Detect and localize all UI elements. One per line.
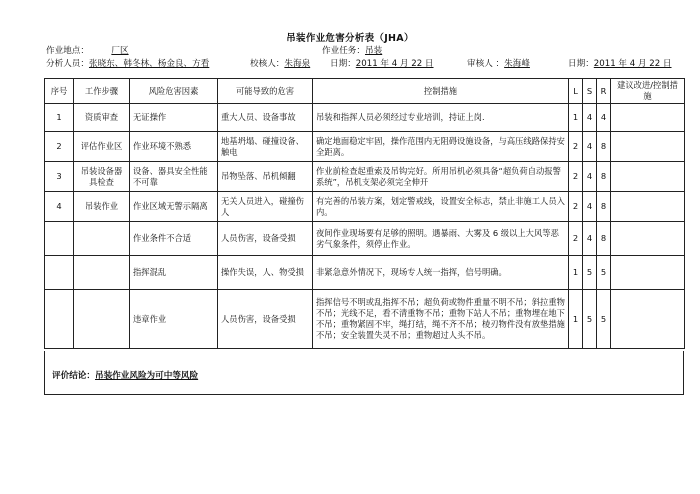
cell-l: 1 <box>569 104 583 132</box>
task-value: 吊装 <box>364 46 383 56</box>
cell-step <box>74 222 130 256</box>
table-row <box>45 256 685 290</box>
cell-suggest <box>611 256 685 290</box>
cell-factor: 无证操作 <box>130 104 218 132</box>
cell-s: 5 <box>583 256 597 290</box>
cell-suggest <box>611 104 685 132</box>
cell-r: 5 <box>597 290 611 349</box>
cell-no: 4 <box>45 192 74 222</box>
cell-harm: 吊物坠落、吊机倾翻 <box>218 162 313 192</box>
cell-r: 8 <box>597 192 611 222</box>
auditor-value: 朱海峰 <box>504 59 530 69</box>
cell-harm: 操作失误，人、物受损 <box>218 256 313 290</box>
cell-step: 吊装作业 <box>74 192 130 222</box>
cell-harm: 无关人员进入，碰撞伤人 <box>218 192 313 222</box>
table-row <box>45 162 685 192</box>
conclusion-value: 吊装作业风险为可中等风险 <box>94 371 199 381</box>
location-label: 作业地点： <box>46 46 89 56</box>
cell-suggest <box>611 222 685 256</box>
date1-line <box>330 57 434 69</box>
jha-table <box>44 78 685 349</box>
cell-l: 1 <box>569 256 583 290</box>
cell-control: 有完善的吊装方案，划定警戒线，设置安全标志，禁止非施工人员入内。 <box>313 192 569 222</box>
cell-r: 4 <box>597 104 611 132</box>
table-row <box>45 290 685 349</box>
task-line <box>322 44 382 56</box>
cell-s: 4 <box>583 192 597 222</box>
cell-suggest <box>611 192 685 222</box>
cell-suggest <box>611 162 685 192</box>
cell-factor: 设备、器具安全性能不可靠 <box>130 162 218 192</box>
auditor-line <box>467 57 530 69</box>
header-step: 工作步骤 <box>74 79 130 104</box>
date2-line <box>568 57 672 69</box>
cell-suggest <box>611 132 685 162</box>
header-row <box>45 79 685 104</box>
cell-step: 评估作业区 <box>74 132 130 162</box>
cell-r: 8 <box>597 132 611 162</box>
location-line <box>46 44 151 56</box>
cell-suggest <box>611 290 685 349</box>
cell-control: 夜间作业现场要有足够的照明。遇暴雨、大雾及 6 级以上大风等恶劣气象条件，须停止作业。 <box>313 222 569 256</box>
location-value: 厂区 <box>111 46 129 56</box>
cell-factor: 作业区域无警示隔离 <box>130 192 218 222</box>
cell-l: 1 <box>569 290 583 349</box>
cell-s: 5 <box>583 290 597 349</box>
cell-harm: 人员伤害，设备受损 <box>218 222 313 256</box>
cell-factor: 违章作业 <box>130 290 218 349</box>
cell-s: 4 <box>583 162 597 192</box>
cell-control: 作业前检查起重索及吊钩完好。所用吊机必须具备“超负荷自动报警系统”，吊机支架必须完全伸开 <box>313 162 569 192</box>
header-factor: 风险危害因素 <box>130 79 218 104</box>
cell-control: 吊装和指挥人员必须经过专业培训，持证上岗. <box>313 104 569 132</box>
auditor-sep: ： <box>495 59 505 69</box>
cell-no: 3 <box>45 162 74 192</box>
cell-no: 2 <box>45 132 74 162</box>
cell-s: 4 <box>583 104 597 132</box>
cell-l: 2 <box>569 132 583 162</box>
cell-control: 非紧急意外情况下，现场专人统一指挥，信号明确。 <box>313 256 569 290</box>
cell-r: 5 <box>597 256 611 290</box>
auditor-label: 审核人 <box>467 59 493 69</box>
cell-no <box>45 256 74 290</box>
header-s: S <box>583 79 597 104</box>
reviewer-label: 校核人： <box>250 59 285 69</box>
cell-step: 资质审查 <box>74 104 130 132</box>
cell-no <box>45 222 74 256</box>
cell-no: 1 <box>45 104 74 132</box>
cell-l: 2 <box>569 192 583 222</box>
cell-factor: 作业环境不熟悉 <box>130 132 218 162</box>
date2-value: 2011 年 4 月 22 日 <box>593 59 672 69</box>
conclusion <box>52 369 198 381</box>
analysts-value: 张晓东、韩冬林、杨金良、方看 <box>88 59 210 69</box>
reviewer-value: 朱海泉 <box>284 59 311 69</box>
header-no: 序号 <box>45 79 74 104</box>
cell-control: 指挥信号不明或乱指挥不吊；超负荷或物件重量不明不吊；斜拉重物不吊；光线不足，看不清重物不吊；重物下站人不吊；重物埋在地下不吊；重物紧固不牢，绳打结，绳不齐不吊；棱刃物件没有放垫措施不吊；安全装置失灵不吊；重物超过人头不吊。 <box>313 290 569 349</box>
cell-step <box>74 290 130 349</box>
table-row <box>45 132 685 162</box>
cell-no <box>45 290 74 349</box>
analysts-label: 分析人员： <box>46 59 89 69</box>
cell-factor: 作业条件不合适 <box>130 222 218 256</box>
cell-l: 2 <box>569 222 583 256</box>
header-r: R <box>597 79 611 104</box>
task-label: 作业任务： <box>322 46 365 56</box>
cell-factor: 指挥混乱 <box>130 256 218 290</box>
cell-r: 8 <box>597 162 611 192</box>
cell-s: 4 <box>583 132 597 162</box>
cell-harm: 地基坍塌、碰撞设备、触电 <box>218 132 313 162</box>
conclusion-label: 评价结论： <box>52 371 95 381</box>
analysts-line <box>46 57 209 69</box>
cell-harm: 人员伤害，设备受损 <box>218 290 313 349</box>
table-row <box>45 192 685 222</box>
cell-step: 吊装设备器具检查 <box>74 162 130 192</box>
date1-label: 日期： <box>330 59 356 69</box>
header-suggest: 建议改进/控制措施 <box>611 79 685 104</box>
header-harm: 可能导致的危害 <box>218 79 313 104</box>
date2-label: 日期： <box>568 59 594 69</box>
header-control: 控制措施 <box>313 79 569 104</box>
cell-step <box>74 256 130 290</box>
header-l: L <box>569 79 583 104</box>
table-row <box>45 222 685 256</box>
table-row <box>45 104 685 132</box>
cell-l: 2 <box>569 162 583 192</box>
page-title: 吊装作业危害分析表（JHA） <box>286 33 414 44</box>
cell-control: 确定地面稳定牢固，操作范围内无阻碍设施设备，与高压线路保持安全距离。 <box>313 132 569 162</box>
cell-r: 8 <box>597 222 611 256</box>
date1-value: 2011 年 4 月 22 日 <box>355 59 434 69</box>
reviewer-line <box>250 57 310 69</box>
cell-harm: 重大人员、设备事故 <box>218 104 313 132</box>
cell-s: 4 <box>583 222 597 256</box>
